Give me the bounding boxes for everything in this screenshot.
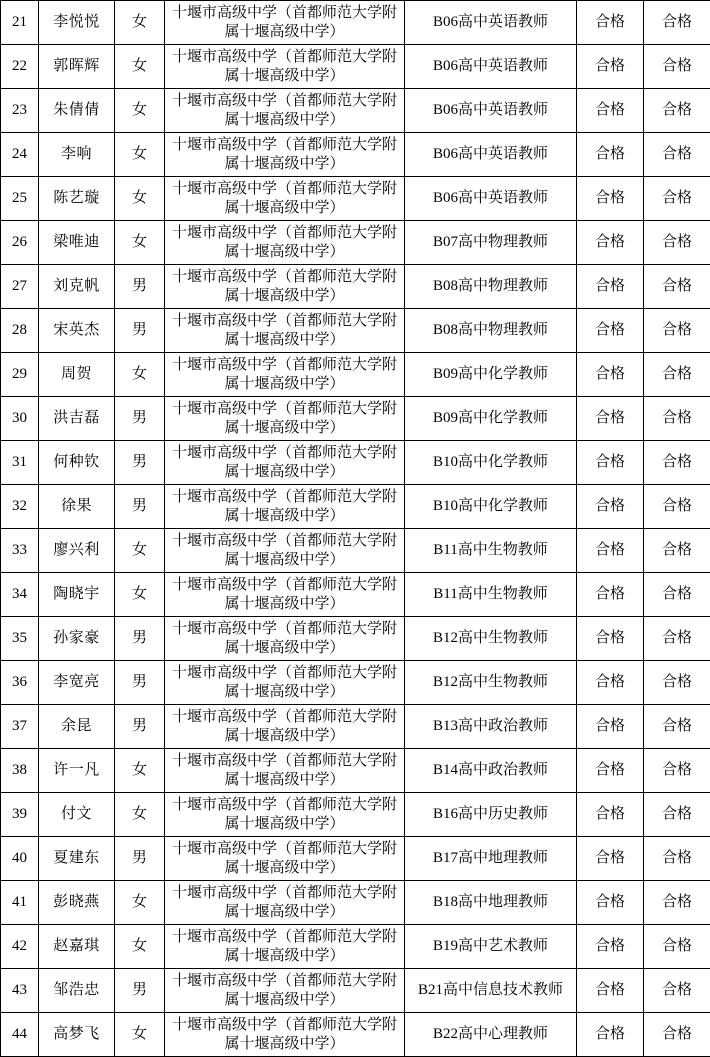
cell-index: 31 — [1, 441, 39, 485]
cell-result-2: 合格 — [644, 265, 710, 309]
cell-result-2: 合格 — [644, 881, 710, 925]
cell-school: 十堰市高级中学（首都师范大学附属十堰高级中学） — [165, 705, 405, 749]
cell-result-1: 合格 — [577, 133, 644, 177]
cell-gender: 女 — [115, 133, 165, 177]
table-row — [1, 661, 710, 705]
cell-index: 26 — [1, 221, 39, 265]
cell-name: 何种钦 — [39, 441, 115, 485]
cell-result-1: 合格 — [577, 837, 644, 881]
cell-index: 28 — [1, 309, 39, 353]
cell-result-1: 合格 — [577, 793, 644, 837]
table-row — [1, 1, 710, 45]
cell-result-1: 合格 — [577, 661, 644, 705]
cell-result-2: 合格 — [644, 309, 710, 353]
cell-result-2: 合格 — [644, 749, 710, 793]
cell-result-2: 合格 — [644, 1, 710, 45]
cell-name: 孙家豪 — [39, 617, 115, 661]
cell-school: 十堰市高级中学（首都师范大学附属十堰高级中学） — [165, 1, 405, 45]
table-row — [1, 265, 710, 309]
cell-school: 十堰市高级中学（首都师范大学附属十堰高级中学） — [165, 573, 405, 617]
cell-post: B22高中心理教师 — [405, 1013, 577, 1057]
cell-result-2: 合格 — [644, 441, 710, 485]
table-row — [1, 1013, 710, 1057]
cell-index: 38 — [1, 749, 39, 793]
cell-result-2: 合格 — [644, 793, 710, 837]
cell-post: B08高中物理教师 — [405, 309, 577, 353]
cell-name: 周贺 — [39, 353, 115, 397]
cell-result-1: 合格 — [577, 617, 644, 661]
cell-name: 刘克帆 — [39, 265, 115, 309]
cell-result-1: 合格 — [577, 397, 644, 441]
cell-index: 34 — [1, 573, 39, 617]
cell-post: B08高中物理教师 — [405, 265, 577, 309]
cell-post: B10高中化学教师 — [405, 485, 577, 529]
cell-school: 十堰市高级中学（首都师范大学附属十堰高级中学） — [165, 89, 405, 133]
cell-result-1: 合格 — [577, 969, 644, 1013]
cell-result-2: 合格 — [644, 133, 710, 177]
cell-post: B12高中生物教师 — [405, 617, 577, 661]
cell-index: 23 — [1, 89, 39, 133]
cell-index: 22 — [1, 45, 39, 89]
cell-index: 40 — [1, 837, 39, 881]
cell-result-2: 合格 — [644, 45, 710, 89]
cell-index: 24 — [1, 133, 39, 177]
cell-gender: 男 — [115, 661, 165, 705]
cell-name: 李响 — [39, 133, 115, 177]
cell-gender: 女 — [115, 353, 165, 397]
cell-gender: 男 — [115, 485, 165, 529]
cell-result-1: 合格 — [577, 749, 644, 793]
cell-index: 41 — [1, 881, 39, 925]
cell-gender: 女 — [115, 221, 165, 265]
cell-index: 21 — [1, 1, 39, 45]
cell-post: B13高中政治教师 — [405, 705, 577, 749]
table-row — [1, 969, 710, 1013]
cell-result-1: 合格 — [577, 265, 644, 309]
cell-post: B09高中化学教师 — [405, 397, 577, 441]
cell-name: 邹浩忠 — [39, 969, 115, 1013]
cell-result-2: 合格 — [644, 969, 710, 1013]
cell-name: 余昆 — [39, 705, 115, 749]
cell-gender: 男 — [115, 397, 165, 441]
cell-gender: 女 — [115, 45, 165, 89]
cell-index: 42 — [1, 925, 39, 969]
cell-name: 洪吉磊 — [39, 397, 115, 441]
cell-name: 徐果 — [39, 485, 115, 529]
cell-index: 36 — [1, 661, 39, 705]
cell-post: B06高中英语教师 — [405, 1, 577, 45]
cell-school: 十堰市高级中学（首都师范大学附属十堰高级中学） — [165, 45, 405, 89]
cell-post: B06高中英语教师 — [405, 133, 577, 177]
cell-name: 廖兴利 — [39, 529, 115, 573]
cell-result-2: 合格 — [644, 1013, 710, 1057]
cell-result-1: 合格 — [577, 353, 644, 397]
cell-post: B11高中生物教师 — [405, 573, 577, 617]
table-row — [1, 397, 710, 441]
cell-gender: 女 — [115, 749, 165, 793]
cell-index: 32 — [1, 485, 39, 529]
cell-result-1: 合格 — [577, 177, 644, 221]
cell-school: 十堰市高级中学（首都师范大学附属十堰高级中学） — [165, 837, 405, 881]
cell-index: 39 — [1, 793, 39, 837]
cell-result-1: 合格 — [577, 89, 644, 133]
cell-school: 十堰市高级中学（首都师范大学附属十堰高级中学） — [165, 133, 405, 177]
cell-result-1: 合格 — [577, 485, 644, 529]
cell-result-1: 合格 — [577, 441, 644, 485]
cell-name: 梁唯迪 — [39, 221, 115, 265]
cell-gender: 女 — [115, 89, 165, 133]
cell-result-2: 合格 — [644, 221, 710, 265]
cell-result-1: 合格 — [577, 925, 644, 969]
cell-gender: 女 — [115, 881, 165, 925]
table-row — [1, 485, 710, 529]
table-row — [1, 837, 710, 881]
cell-post: B10高中化学教师 — [405, 441, 577, 485]
cell-gender: 女 — [115, 1013, 165, 1057]
cell-school: 十堰市高级中学（首都师范大学附属十堰高级中学） — [165, 177, 405, 221]
table-row — [1, 309, 710, 353]
cell-post: B18高中地理教师 — [405, 881, 577, 925]
cell-result-2: 合格 — [644, 529, 710, 573]
table-row — [1, 89, 710, 133]
cell-school: 十堰市高级中学（首都师范大学附属十堰高级中学） — [165, 353, 405, 397]
cell-post: B16高中历史教师 — [405, 793, 577, 837]
table-row — [1, 45, 710, 89]
cell-index: 30 — [1, 397, 39, 441]
cell-school: 十堰市高级中学（首都师范大学附属十堰高级中学） — [165, 617, 405, 661]
cell-name: 朱倩倩 — [39, 89, 115, 133]
cell-name: 李悦悦 — [39, 1, 115, 45]
cell-school: 十堰市高级中学（首都师范大学附属十堰高级中学） — [165, 265, 405, 309]
cell-index: 37 — [1, 705, 39, 749]
cell-school: 十堰市高级中学（首都师范大学附属十堰高级中学） — [165, 793, 405, 837]
table-row — [1, 793, 710, 837]
cell-school: 十堰市高级中学（首都师范大学附属十堰高级中学） — [165, 221, 405, 265]
cell-index: 33 — [1, 529, 39, 573]
cell-result-1: 合格 — [577, 705, 644, 749]
table-row — [1, 749, 710, 793]
cell-result-2: 合格 — [644, 353, 710, 397]
cell-result-1: 合格 — [577, 221, 644, 265]
cell-result-1: 合格 — [577, 573, 644, 617]
cell-index: 43 — [1, 969, 39, 1013]
cell-gender: 男 — [115, 969, 165, 1013]
cell-post: B14高中政治教师 — [405, 749, 577, 793]
cell-result-1: 合格 — [577, 1013, 644, 1057]
cell-gender: 男 — [115, 837, 165, 881]
cell-result-1: 合格 — [577, 1, 644, 45]
table-row — [1, 441, 710, 485]
cell-gender: 男 — [115, 309, 165, 353]
table-row — [1, 353, 710, 397]
cell-name: 赵嘉琪 — [39, 925, 115, 969]
cell-school: 十堰市高级中学（首都师范大学附属十堰高级中学） — [165, 485, 405, 529]
cell-name: 陈艺璇 — [39, 177, 115, 221]
cell-post: B09高中化学教师 — [405, 353, 577, 397]
table-row — [1, 221, 710, 265]
cell-post: B21高中信息技术教师 — [405, 969, 577, 1013]
cell-result-1: 合格 — [577, 45, 644, 89]
cell-post: B06高中英语教师 — [405, 177, 577, 221]
cell-result-2: 合格 — [644, 661, 710, 705]
table-row — [1, 573, 710, 617]
cell-result-1: 合格 — [577, 529, 644, 573]
cell-gender: 男 — [115, 705, 165, 749]
cell-post: B07高中物理教师 — [405, 221, 577, 265]
cell-post: B06高中英语教师 — [405, 45, 577, 89]
cell-index: 44 — [1, 1013, 39, 1057]
cell-result-2: 合格 — [644, 177, 710, 221]
cell-result-2: 合格 — [644, 89, 710, 133]
cell-result-2: 合格 — [644, 837, 710, 881]
cell-gender: 男 — [115, 441, 165, 485]
table-row — [1, 177, 710, 221]
cell-name: 李宽亮 — [39, 661, 115, 705]
cell-post: B06高中英语教师 — [405, 89, 577, 133]
cell-school: 十堰市高级中学（首都师范大学附属十堰高级中学） — [165, 881, 405, 925]
cell-index: 27 — [1, 265, 39, 309]
cell-result-2: 合格 — [644, 573, 710, 617]
cell-index: 25 — [1, 177, 39, 221]
cell-gender: 男 — [115, 265, 165, 309]
cell-index: 29 — [1, 353, 39, 397]
cell-school: 十堰市高级中学（首都师范大学附属十堰高级中学） — [165, 749, 405, 793]
cell-result-2: 合格 — [644, 397, 710, 441]
cell-gender: 男 — [115, 617, 165, 661]
cell-post: B19高中艺术教师 — [405, 925, 577, 969]
cell-school: 十堰市高级中学（首都师范大学附属十堰高级中学） — [165, 441, 405, 485]
cell-name: 付文 — [39, 793, 115, 837]
table-row — [1, 925, 710, 969]
cell-name: 高梦飞 — [39, 1013, 115, 1057]
table-row — [1, 881, 710, 925]
cell-result-2: 合格 — [644, 925, 710, 969]
cell-gender: 女 — [115, 177, 165, 221]
cell-result-2: 合格 — [644, 617, 710, 661]
cell-gender: 女 — [115, 925, 165, 969]
cell-result-1: 合格 — [577, 881, 644, 925]
cell-school: 十堰市高级中学（首都师范大学附属十堰高级中学） — [165, 529, 405, 573]
cell-name: 陶晓宇 — [39, 573, 115, 617]
table-row — [1, 705, 710, 749]
cell-index: 35 — [1, 617, 39, 661]
cell-school: 十堰市高级中学（首都师范大学附属十堰高级中学） — [165, 397, 405, 441]
table-row — [1, 529, 710, 573]
cell-school: 十堰市高级中学（首都师范大学附属十堰高级中学） — [165, 1013, 405, 1057]
cell-result-1: 合格 — [577, 309, 644, 353]
cell-school: 十堰市高级中学（首都师范大学附属十堰高级中学） — [165, 925, 405, 969]
cell-name: 许一凡 — [39, 749, 115, 793]
table-row — [1, 617, 710, 661]
cell-gender: 女 — [115, 793, 165, 837]
cell-result-2: 合格 — [644, 705, 710, 749]
cell-name: 郭晖辉 — [39, 45, 115, 89]
cell-gender: 女 — [115, 529, 165, 573]
cell-post: B17高中地理教师 — [405, 837, 577, 881]
cell-school: 十堰市高级中学（首都师范大学附属十堰高级中学） — [165, 661, 405, 705]
cell-post: B12高中生物教师 — [405, 661, 577, 705]
cell-school: 十堰市高级中学（首都师范大学附属十堰高级中学） — [165, 309, 405, 353]
table-row — [1, 133, 710, 177]
cell-result-2: 合格 — [644, 485, 710, 529]
cell-gender: 女 — [115, 1, 165, 45]
cell-school: 十堰市高级中学（首都师范大学附属十堰高级中学） — [165, 969, 405, 1013]
cell-gender: 女 — [115, 573, 165, 617]
cell-post: B11高中生物教师 — [405, 529, 577, 573]
cell-name: 宋英杰 — [39, 309, 115, 353]
cell-name: 夏建东 — [39, 837, 115, 881]
cell-name: 彭晓燕 — [39, 881, 115, 925]
